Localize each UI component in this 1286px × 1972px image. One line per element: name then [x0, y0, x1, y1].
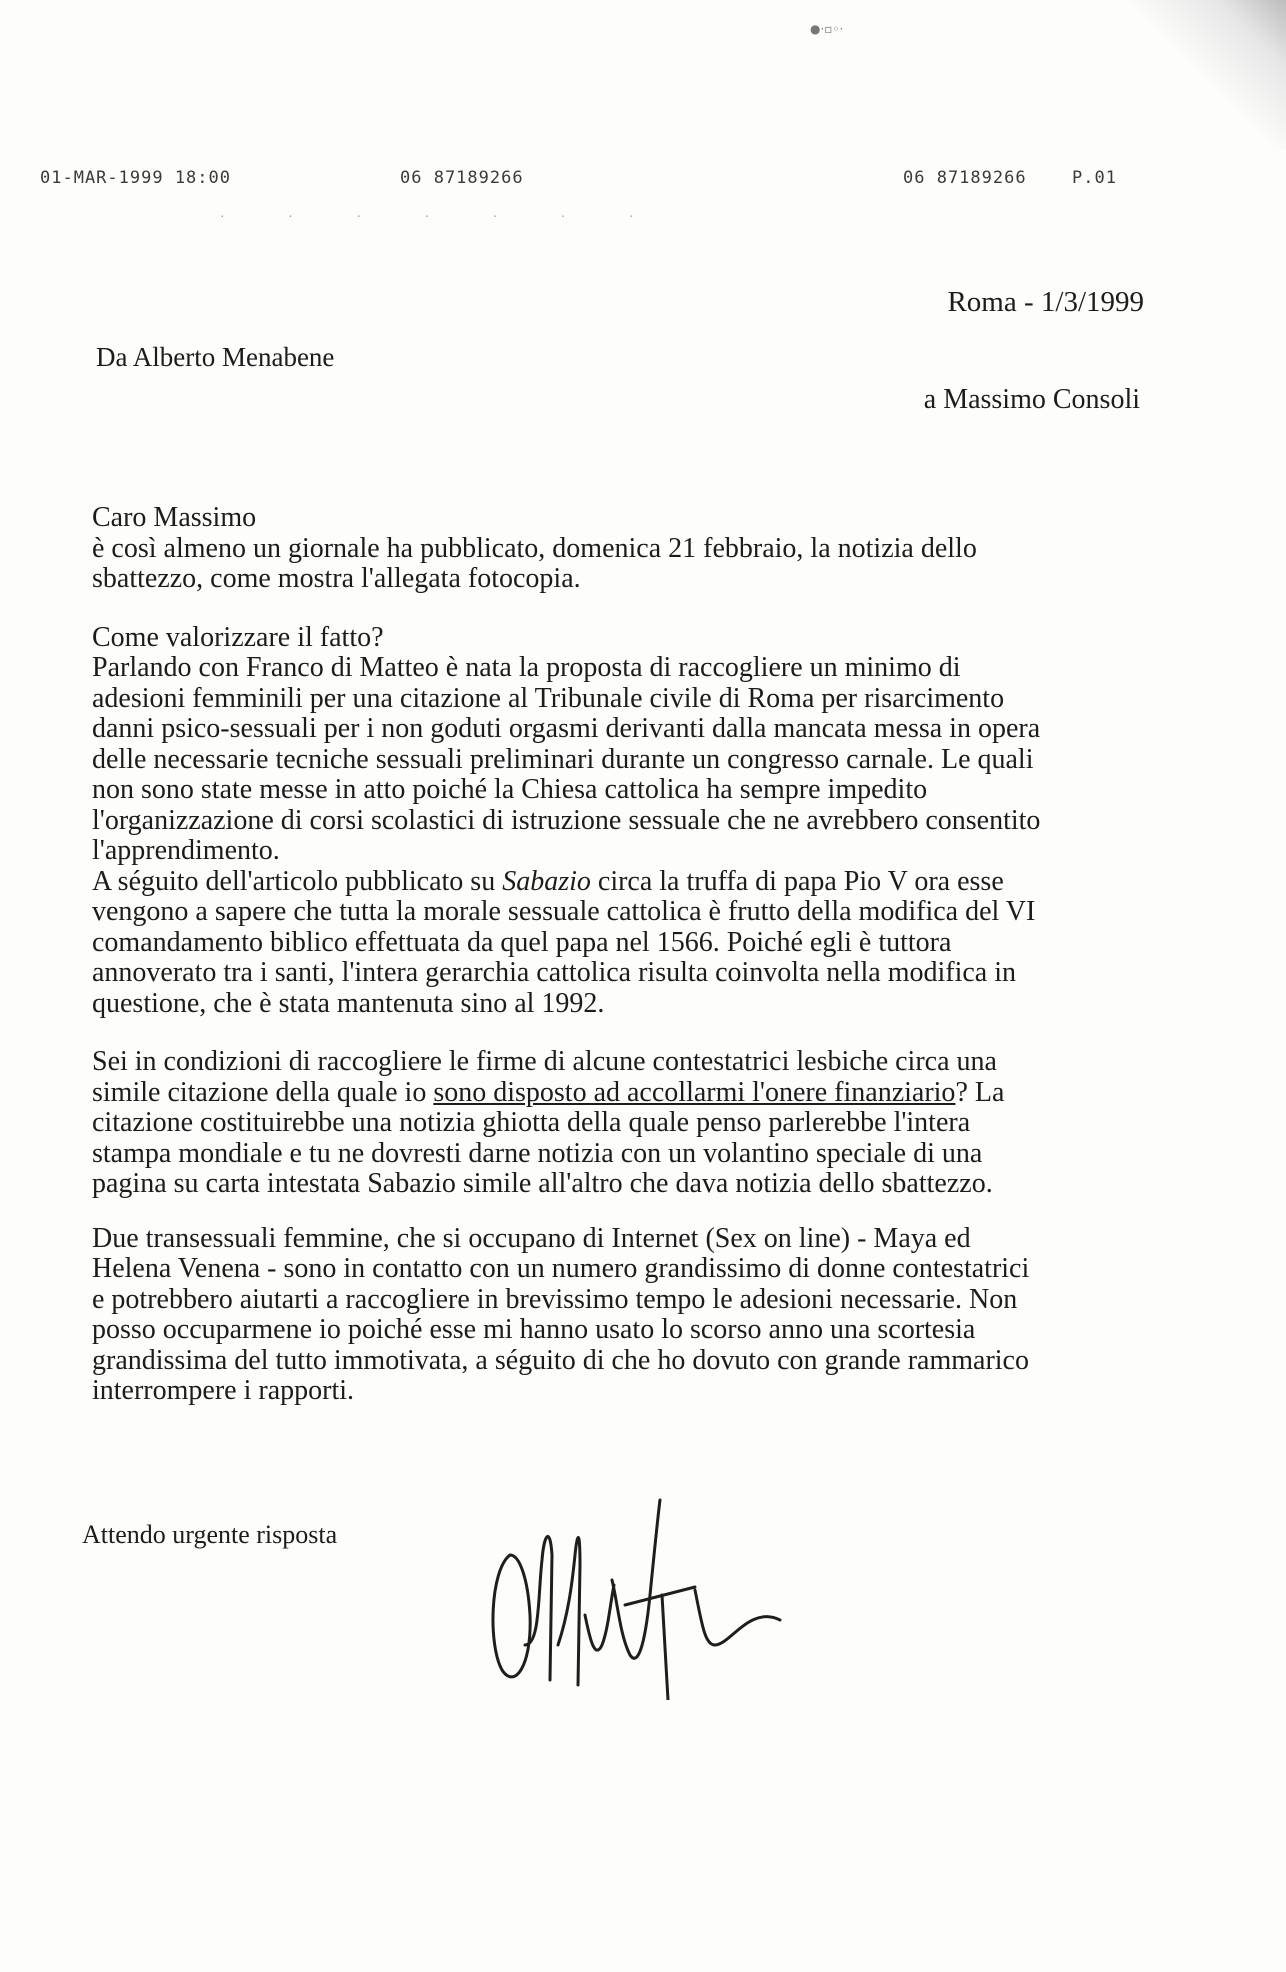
fax-page-number: P.01 [1072, 168, 1117, 188]
sender-line: Da Alberto Menabene [96, 342, 335, 372]
place-date: Roma - 1/3/1999 [947, 286, 1144, 318]
body-line: stampa mondiale e tu ne dovresti darne notizia con un volantino speciale di una [92, 1137, 983, 1169]
body-line: posso occuparmene io poiché esse mi hanno usato lo scorso anno una scortesia [92, 1314, 976, 1345]
body-line: simile citazione della quale io sono disposto ad accollarmi l'onere finanziario? La [92, 1076, 1005, 1108]
body-line: adesioni femminili per una citazione al Tribunale civile di Roma per risarcimento [92, 682, 1005, 714]
body-line: Come valorizzare il fatto? [92, 621, 384, 653]
body-line: Parlando con Franco di Matteo è nata la proposta di raccogliere un minimo di [92, 652, 961, 683]
underlined-phrase: sono disposto ad accollarmi l'onere finanziario [433, 1076, 956, 1108]
body-line: A séguito dell'articolo pubblicato su Sabazio circa la truffa di papa Pio V ora esse [92, 865, 1004, 897]
closing-line: Attendo urgente risposta [82, 1520, 338, 1549]
body-line: Helena Venena - sono in contatto con un numero grandissimo di donne contestatrici [92, 1253, 1030, 1284]
fax-transmission-header [40, 168, 1246, 192]
body-line: non sono state messe in atto poiché la Chiesa cattolica ha sempre impedito [92, 774, 928, 805]
body-line: delle necessarie tecniche sessuali preliminari durante un congresso carnale. Le quali [92, 743, 1034, 775]
fax-date-time: 01-MAR-1999 18:00 [40, 168, 231, 188]
handwritten-signature [480, 1495, 800, 1700]
salutation: Caro Massimo [92, 502, 257, 533]
publication-name: Sabazio [502, 865, 591, 897]
body-line: e potrebbero aiutarti a raccogliere in brevissimo tempo le adesioni necessarie. Non [92, 1283, 1018, 1315]
body-line: sbattezzo, come mostra l'allegata fotocopia. [92, 563, 581, 594]
body-line: interrompere i rapporti. [92, 1375, 355, 1406]
recipient-line: a Massimo Consoli [923, 384, 1140, 415]
scan-corner-shadow [1116, 0, 1286, 150]
scan-speck-mark: ●·▫◦· [810, 22, 844, 36]
body-line: annoverato tra i santi, l'intera gerarchia cattolica risulta coinvolta nella modifica in [92, 957, 1016, 988]
body-line: Due transessuali femmine, che si occupano di Internet (Sex on line) - Maya ed [92, 1222, 971, 1254]
body-line: Sei in condizioni di raccogliere le firme di alcune contestatrici lesbiche circa una [92, 1046, 997, 1077]
body-line: citazione costituirebbe una notizia ghiotta della quale penso parlerebbe l'intera [92, 1107, 971, 1138]
body-line: grandissima del tutto immotivata, a séguito di che ho dovuto con grande rammarico [92, 1344, 1029, 1376]
body-line: vengono a sapere che tutta la morale sessuale cattolica è frutto della modifica del VI [92, 896, 1036, 927]
body-line: comandamento biblico effettuata da quel papa nel 1566. Poiché egli è tuttora [92, 926, 952, 958]
fax-to-number: 06 87189266 [903, 168, 1027, 188]
body-line: questione, che è stata mantenuta sino al 1992. [92, 987, 605, 1019]
body-line: danni psico-sessuali per i non goduti orgasmi derivanti dalla mancata messa in opera [92, 713, 1041, 744]
scan-specks: · · · · · · · [220, 210, 664, 225]
body-line: l'organizzazione di corsi scolastici di istruzione sessuale che ne avrebbero consentito [92, 804, 1041, 836]
fax-from-number: 06 87189266 [400, 168, 524, 188]
body-line: pagina su carta intestata Sabazio simile all'altro che dava notizia dello sbattezzo. [92, 1168, 993, 1199]
body-line: è così almeno un giornale ha pubblicato, domenica 21 febbraio, la notizia dello [92, 532, 977, 564]
body-line: l'apprendimento. [92, 835, 280, 866]
letter-body [92, 503, 1092, 1407]
